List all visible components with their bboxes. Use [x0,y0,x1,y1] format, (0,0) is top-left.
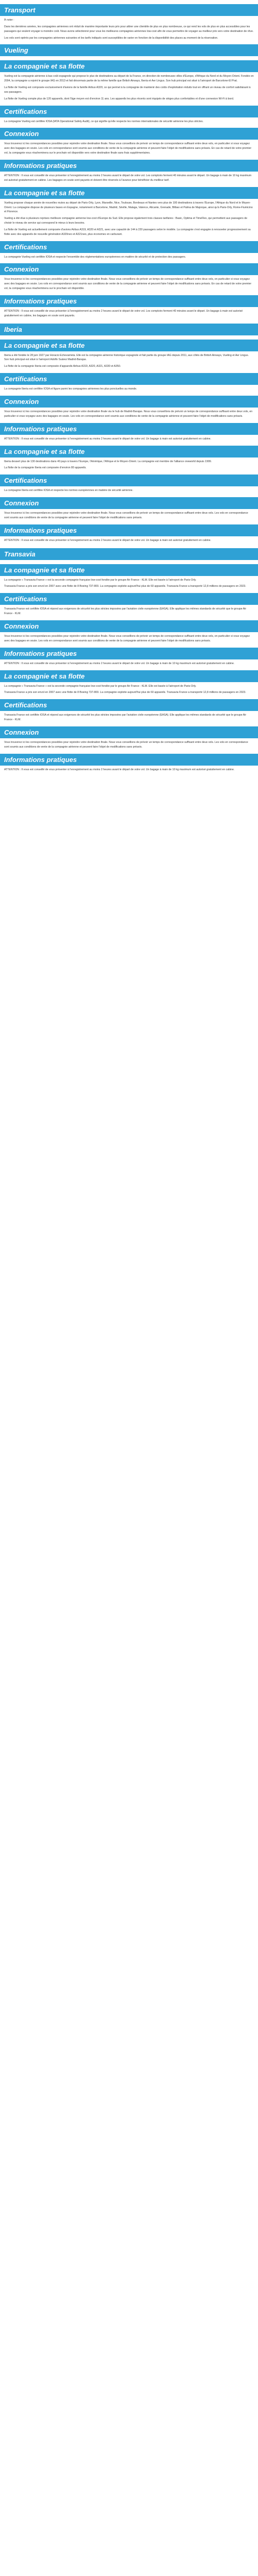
body-paragraph: La compagnie Vueling est certifiée IOSA et respecte l'ensemble des réglementations européennes en matière de sécurité et de protection des passagers. [4,255,186,259]
body-paragraph: Vueling propose chaque année de nouvelles routes au départ de Paris-Orly, Lyon, Marseille, Nice, Toulouse, Bordeaux et Nantes vers plus de 100 destinations à travers l'Europe, l'Afrique du Nord et le Moyen-Orient. La compagnie dispose de plusieurs bases en Espagne, notamment à Barcelone, Madrid, Séville, Malaga, Valence, Alicante, Grenade, Bilbao et Palma de Majorque, ainsi qu'à Paris-Orly, Rome-Fiumicino et Florence. [4,201,253,214]
subsection-title: Informations pratiques [0,754,258,766]
body-paragraph: Vous trouverez ici les correspondances possibles pour rejoindre votre destination finale. Nous vous conseillons de prévoir un temps de correspondance suffisant entre deux vols, en particulier si vous voyagez avec des bagages en soute. Les vols en correspondance sont soumis aux conditions de vente de la compagnie aérienne et peuvent faire l'objet de modifications sans préavis. En cas de retard de votre premier vol, la compagnie vous réacheminera sur le prochain vol disponible. [4,278,252,291]
body-paragraph: La flotte de Vueling est composée exclusivement d'avions de la famille Airbus A320, ce qui permet à la compagnie de maintenir des coûts d'exploitation réduits tout en offrant un niveau de confort satisfaisant à ses passagers. [4,86,251,94]
body-paragraph: ATTENTION : Il vous est conseillé de vous présenter à l'enregistrement au moins 2 heures avant le départ de votre vol. Un bagage à main de 10 kg maximum est autorisé gratuitement en cabine. [4,768,235,771]
body-paragraph: Vous trouverez ici les correspondances possibles pour rejoindre votre destination finale. Nous vous conseillons de prévoir un temps de correspondance suffisant entre deux vols, en particulier si vous voyagez avec des bagages en soute. Les vols en correspondance sont soumis aux conditions de vente de la compagnie aérienne et peuvent faire l'objet de modifications sans préavis. [4,634,250,642]
subsection-title: Connexion [0,396,258,408]
subsection-title: Connexion [0,620,258,632]
body-paragraph: Vous trouverez ici les correspondances possibles pour rejoindre votre destination finale. Nous vous conseillons de prévoir un temps de correspondance suffisant entre deux vols. Les vols en correspondance sont soumis aux conditions de vente de la compagnie aérienne et peuvent faire l'objet de modifications sans préavis. [4,740,248,749]
body-paragraph: La compagnie « Transavia France » est la seconde compagnie française low-cost fondée par le groupe Air France - KLM. Elle est basée à l'aéroport de Paris-Orly. [4,578,197,582]
subsection-title: Informations pratiques [0,524,258,536]
subsection-title: Certifications [0,474,258,486]
subsection-title: Informations pratiques [0,295,258,307]
body-paragraph: Vous trouverez ici les correspondances possibles pour rejoindre votre destination finale. Nous vous conseillons de prévoir un temps de correspondance suffisant entre deux vols, en particulier si vous voyagez avec des bagages en soute. Les vols en correspondance sont soumis aux conditions de vente de la compagnie aérienne et peuvent faire l'objet de modifications sans préavis. En cas de retard de votre premier vol, la compagnie vous réacheminera sur le prochain vol disponible vers votre destination finale sans frais supplémentaires. [4,142,252,155]
subsection-title: La compagnie et sa flotte [0,446,258,457]
body-paragraph: La compagnie Iberia est certifiée IOSA et respecte les normes européennes en matière de sécurité aérienne. [4,489,134,493]
body-paragraph: ATTENTION : Il vous est conseillé de vous présenter à l'enregistrement au moins 2 heures avant le départ de votre vol. Un bagage à main est autorisé gratuitement en cabine. [4,538,212,542]
body-paragraph: Vous trouverez ici les correspondances possibles pour rejoindre votre destination finale. Nous vous conseillons de prévoir un temps de correspondance suffisant entre deux vols. Les vols en correspondance sont soumis aux conditions de vente de la compagnie aérienne et peuvent faire l'objet de modifications sans préavis. [4,512,248,519]
subsection-title: La compagnie et sa flotte [0,670,258,682]
subsection-title: Connexion [0,263,258,275]
subsection-title: Certifications [0,593,258,605]
body-paragraph: La flotte de Vueling est actuellement composée d'avions Airbus A319, A320 et A321, avec une capacité de 144 à 220 passagers selon le modèle. La compagnie s'est engagée à renouveler progressivement sa flotte avec des appareils de nouvelle génération A320neo et A321neo, plus économes en carburant. [4,228,251,236]
body-paragraph: La flotte de la compagnie Iberia est composée d'environ 80 appareils. [4,466,87,470]
subsection-title: Certifications [0,106,258,117]
body-paragraph: La compagnie Iberia est certifiée IOSA et figure parmi les compagnies aériennes les plus ponctuelles au monde. [4,387,137,391]
section-title: Transavia [0,548,258,560]
subsection-title: Certifications [0,373,258,385]
subsection-title: Certifications [0,241,258,253]
body-paragraph: Transavia France a pris son envol en 2007 avec une flotte de 8 Boeing 737-800. La compagnie exploite aujourd'hui plus de 60 appareils. Transavia France a transporté 12,8 millions de passagers en 2023. [4,691,246,694]
body-paragraph: Transavia France est certifiée IOSA et répond aux exigences de sécurité les plus strictes imposées par l'aviation civile européenne (EASA). Elle applique les mêmes standards de sécurité que le groupe Air France - KLM. [4,714,247,722]
subsection-title: Connexion [0,128,258,140]
body-paragraph: Vueling a été élue à plusieurs reprises meilleure compagnie aérienne low-cost d'Europe du Sud. Elle propose également trois classes tarifaires : Basic, Optima et TimeFlex, qui permettent aux passagers de choisir le niveau de service qui correspond le mieux à leurs besoins. [4,217,248,225]
subsection-title: Informations pratiques [0,423,258,435]
body-paragraph: La flotte de la compagnie Iberia est composée d'appareils Airbus A319, A320, A321, A330 et A350. [4,365,121,368]
transport-intro: À noter : [4,19,14,22]
section-title: Iberia [0,324,258,335]
body-paragraph: ATTENTION : Il vous est conseillé de vous présenter à l'enregistrement au moins 2 heures avant le départ de votre vol. Un bagage à main de 10 kg maximum est autorisé gratuitement en cabine. [4,662,235,665]
body-paragraph: ATTENTION : Il vous est conseillé de vous présenter à l'enregistrement au moins 2 heures avant le départ de votre vol. Les comptoirs ferment 40 minutes avant le départ. Un bagage à main de 10 kg maximum est autorisé gratuitement en cabine. Les bagages en soute sont payants et doivent être réservés à l'avance pour bénéficier du meilleur tarif. [4,174,252,182]
subsection-title: La compagnie et sa flotte [0,340,258,351]
subsection-title: Informations pratiques [0,648,258,659]
subsection-title: La compagnie et sa flotte [0,60,258,72]
body-paragraph: Vueling est la compagnie aérienne à bas coût espagnole qui propose le plus de destinations au départ de la France, en direction de nombreuses villes d'Europe, d'Afrique du Nord et du Moyen-Orient. Fondée en 2004, la compagnie a rejoint le groupe IAG en 2013 et fait désormais partie de la même famille que British Airways, Iberia et Aer Lingus. Son hub principal est situé à l'aéroport de Barcelone-El Prat. [4,75,254,83]
airline-sections [0,44,258,772]
body-paragraph: Vous trouverez ici les correspondances possibles pour rejoindre votre destination finale via le hub de Madrid-Barajas. Nous vous conseillons de prévoir un temps de correspondance suffisant entre deux vols, en particulier si vous voyagez avec des bagages en soute. Les vols en correspondance sont soumis aux conditions de vente de la compagnie aérienne et peuvent faire l'objet de modifications sans préavis. [4,410,253,418]
subsection-title: La compagnie et sa flotte [0,564,258,576]
body-paragraph: Iberia a été fondée le 28 juin 1927 par Horacio Echevarrieta. Elle est la compagnie aérienne historique espagnole et fait partie du groupe IAG depuis 2011, aux côtés de British Airways, Vueling et Aer Lingus. Son hub principal est situé à l'aéroport Adolfo Suárez Madrid-Barajas. [4,353,249,362]
body-paragraph: La compagnie « Transavia France » est la seconde compagnie française low-cost fondée par le groupe Air France - KLM. Elle est basée à l'aéroport de Paris-Orly. [4,684,197,688]
page [0,4,258,779]
body-paragraph: Iberia dessert plus de 130 destinations dans 40 pays à travers l'Europe, l'Amérique, l'Afrique et le Moyen-Orient. La compagnie est membre de l'alliance oneworld depuis 1999. [4,460,212,463]
subsection-title: La compagnie et sa flotte [0,187,258,199]
subsection-title: Informations pratiques [0,160,258,172]
body-paragraph: Transavia France a pris son envol en 2007 avec une flotte de 8 Boeing 737-800. La compagnie exploite aujourd'hui plus de 60 appareils. Transavia France a transporté 12,8 millions de passagers en 2023. [4,585,246,588]
subsection-title: Connexion [0,726,258,738]
body-paragraph: Transavia France est certifiée IOSA et répond aux exigences de sécurité les plus strictes imposées par l'aviation civile européenne (EASA). Elle applique les mêmes standards de sécurité que le groupe Air France - KLM. [4,607,247,616]
transport-title: Transport [0,4,258,16]
body-paragraph: ATTENTION : Il vous est conseillé de vous présenter à l'enregistrement au moins 2 heures avant le départ de votre vol. Un bagage à main est autorisé gratuitement en cabine. [4,437,212,440]
transport-paragraph: Les vols sont opérés par les compagnies aériennes suivantes et les tarifs indiqués sont susceptibles de varier en fonction de la disponibilité des places au moment de la réservation. [4,36,218,40]
section-title: Vueling [0,44,258,56]
body-paragraph: La flotte de Vueling compte plus de 120 appareils, dont l'âge moyen est d'environ 11 ans. Les appareils les plus récents sont équipés de sièges plus confortables et d'une connexion Wi-Fi à bord. [4,97,234,100]
transport-paragraph: Dans les dernières années, les compagnies aériennes ont réduit de manière importante leurs prix pour attirer une clientèle de plus en plus nombreuse, ce qui rend les vols de plus en plus accessibles pour les passagers qui veulent voyager à moindre coût. Nous avons sélectionné pour vous les meilleures compagnies aériennes low-cost afin de vous permettre de voyager au meilleur prix vers votre destination de rêve. [4,25,254,33]
body-paragraph: ATTENTION : Il vous est conseillé de vous présenter à l'enregistrement au moins 2 heures avant le départ de votre vol. Les comptoirs ferment 40 minutes avant le départ. Un bagage à main est autorisé gratuitement en cabine, les bagages en soute sont payants. [4,309,243,317]
body-paragraph: La compagnie Vueling est certifiée IOSA (IATA Operational Safety Audit), ce qui signifie qu'elle respecte les normes internationales de sécurité aérienne les plus strictes. [4,120,204,123]
subsection-title: Certifications [0,699,258,711]
subsection-title: Connexion [0,497,258,509]
